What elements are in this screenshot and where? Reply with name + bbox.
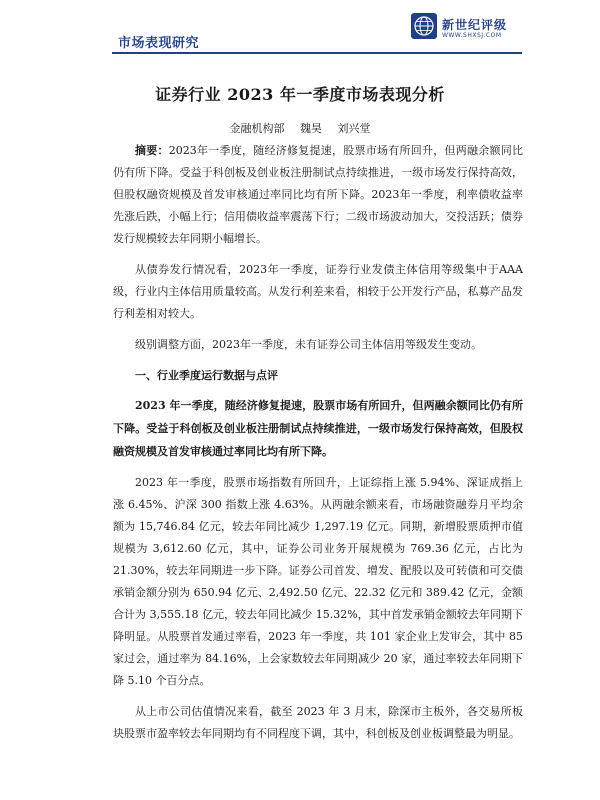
author-name: 刘兴堂 xyxy=(337,122,371,135)
brand-logo xyxy=(410,12,520,48)
body-paragraph: 从债券发行情况看，2023年一季度，证券行业发债主体信用等级集中于AAA级，行业内主体信用质量较高。从发行利差来看，相较于公开发行产品，私募产品发行利差相对较大。 xyxy=(113,263,523,320)
header-divider xyxy=(112,52,522,54)
document-body xyxy=(113,140,523,754)
author-name: 魏昊 xyxy=(300,122,322,135)
section-title: 市场表现研究 xyxy=(118,36,200,51)
abstract-text: 2023年一季度，随经济修复提速，股票市场有所回升，但两融余额同比仍有所下降。受益于科创板及创业板注册制试点持续推进，一级市场发行保持高效，但股权融资规模及首发审核通过率同比均有所下降。2023年一季度，利率债收益率先涨后跌，小幅上行；信用债收益率震荡下行；二级市场波动加大，交投活跃；债券发行规模较去年同期小幅增长。 xyxy=(113,144,523,245)
section-heading: 一、行业季度运行数据与点评 xyxy=(135,369,278,382)
page-header xyxy=(0,0,600,62)
author-line xyxy=(0,120,600,136)
brand-name: 新世纪评级 xyxy=(442,18,508,32)
body-paragraph: 从上市公司估值情况来看，截至 2023 年 3 月末，除深市主板外，各交易所板块股票市盈率较去年同期均有不同程度下调，其中，科创板及创业板调整最为明显。 xyxy=(113,705,523,740)
brand-url: WWW.SHXSJ.COM xyxy=(442,32,502,39)
body-paragraph: 2023 年一季度，股票市场指数有所回升，上证综指上涨 5.94%、深证成指上涨 6.45%、沪深 300 指数上涨 4.63%。从两融余额来看，市场融资融券月平均余额为 15,746.84 亿元，较去年同比减少 1,297.19 亿元。同期，新增股票质押市值规模为 3,612.60 亿元，其中，证券公司业务开展规模为 769.36 亿元，占比为 21.30%，较去年同期进一步下降。证券公司首发、增发、配股以及可转债和可交债承销金额分别为 650.94 亿元、2,492.50 亿元、22.32 亿元和 389.42 亿元，金额合计为 3,555.18 亿元，较去年同比减少 15.32%，其中首发承销金额较去年同期下降明显。从股票首发通过率看，2023 年一季度，共 101 家企业上发审会，其中 85 家过会，通过率为 84.16%，上会家数较去年同期减少 20 家，通过率较去年同期下降 5.10 个百分点。 xyxy=(113,476,523,687)
globe-emblem-icon xyxy=(410,12,438,40)
abstract-paragraph xyxy=(113,140,523,250)
document-title: 证券行业 2023 年一季度市场表现分析 xyxy=(155,85,445,104)
department: 金融机构部 xyxy=(229,122,285,135)
abstract-label: 摘要： xyxy=(135,144,169,157)
body-paragraph: 级别调整方面，2023年一季度，未有证券公司主体信用等级发生变动。 xyxy=(135,338,482,351)
key-summary-paragraph: 2023 年一季度，随经济修复提速，股票市场有所回升，但两融余额同比仍有所下降。受益于科创板及创业板注册制试点持续推进，一级市场发行保持高效，但股权融资规模及首发审核通过率同比均有所下降。 xyxy=(113,399,523,458)
